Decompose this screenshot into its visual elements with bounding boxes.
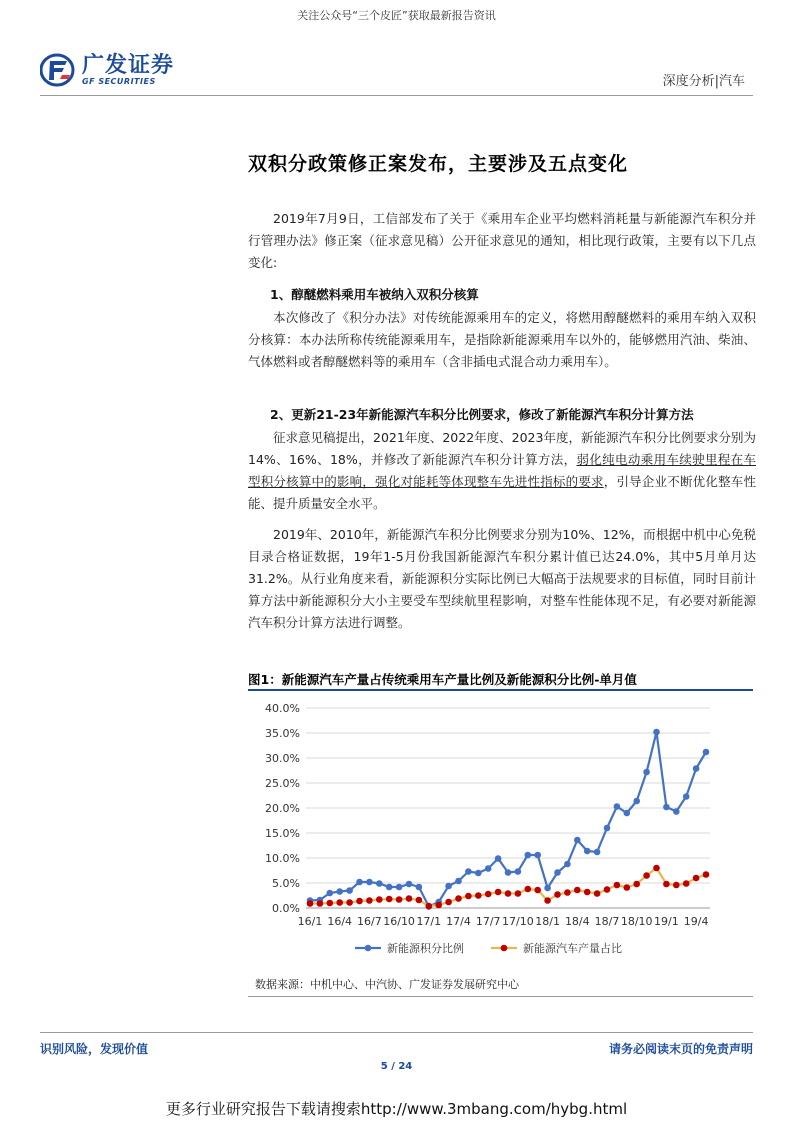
line-chart: [248, 696, 753, 971]
data-point: [525, 886, 532, 893]
data-point: [505, 890, 512, 897]
y-tick-label: 25.0%: [265, 777, 300, 790]
data-point: [346, 899, 353, 906]
x-tick-label: 18/4: [564, 915, 590, 928]
data-point: [544, 885, 551, 892]
figure-source: 数据来源：中机中心、中汽协、广发证券发展研究中心: [255, 978, 519, 991]
data-point: [594, 890, 601, 897]
data-point: [376, 880, 383, 887]
top-note: 关注公众号“三个皮匠”获取最新报告资讯: [297, 9, 496, 22]
section1-heading: 1、醇醚燃料乘用车被纳入双积分核算: [270, 287, 479, 302]
data-point: [564, 861, 571, 868]
data-point: [455, 878, 462, 885]
x-tick-label: 19/1: [654, 915, 679, 928]
chart-legend: [355, 941, 622, 955]
data-point: [683, 880, 690, 887]
y-axis-ticks: [265, 702, 300, 915]
section2-body-b: ，引导企业不断优化整车性能、提升质量安全水平。: [248, 474, 756, 511]
y-tick-label: 0.0%: [272, 902, 300, 915]
legend-label: 新能源积分比例: [387, 942, 464, 955]
section2-body-underlined: 弱化纯电动乘用车续驶里程在车型积分核算中的影响，强化对能耗等体现整车先进性指标的要求: [248, 452, 756, 489]
data-point: [624, 810, 631, 817]
legend-swatch-marker: [501, 945, 508, 952]
legend-label: 新能源汽车产量占比: [523, 942, 622, 955]
data-point: [376, 896, 383, 903]
data-point: [554, 869, 561, 876]
data-point: [663, 804, 670, 811]
data-point: [673, 808, 680, 815]
data-point: [574, 887, 581, 894]
data-point: [505, 869, 512, 876]
data-point: [435, 902, 442, 909]
data-point: [416, 897, 423, 904]
data-point: [445, 899, 452, 906]
data-point: [604, 886, 611, 893]
data-point: [475, 892, 482, 899]
footer-slogan: 识别风险，发现价值: [40, 1042, 149, 1056]
page-number: 5 / 24: [380, 1061, 413, 1072]
chart-grid: [306, 708, 710, 908]
data-point: [396, 884, 403, 891]
data-point: [564, 889, 571, 896]
data-point: [643, 872, 650, 879]
y-tick-label: 5.0%: [272, 877, 300, 890]
figure-title: 图1：新能源汽车产量占传统乘用车产量比例及新能源积分比例-单月值: [248, 672, 637, 687]
data-point: [445, 883, 452, 890]
logo-en: GF SECURITIES: [82, 76, 156, 86]
data-point: [693, 765, 700, 772]
data-point: [584, 889, 591, 896]
x-tick-label: 18/7: [594, 915, 620, 928]
data-point: [614, 882, 621, 889]
y-tick-label: 15.0%: [265, 827, 300, 840]
data-point: [485, 891, 492, 898]
data-point: [426, 903, 433, 910]
data-point: [495, 889, 502, 896]
figure-title-rule: [248, 689, 753, 691]
data-point: [455, 895, 462, 902]
x-tick-label: 17/1: [416, 915, 442, 928]
data-point: [356, 898, 363, 905]
data-point: [475, 870, 482, 877]
data-point: [327, 900, 334, 907]
data-point: [584, 848, 591, 855]
section2-body2: 2019年、2010年，新能源汽车积分比例要求分别为10%、12%，而根据中机中心免税目录合格证数据，19年1-5月份我国新能源汽车积分累计值已达24.0%，其中5月单月达31.2%。从行业角度来看，新能源积分实际比例已大幅高于法规要求的目标值，同时目前计算方法中新能源积分大小主要受车型续航里程影响，对整车性能体现不足，有必要对新能源汽车积分计算方法进行调整。: [248, 527, 756, 630]
x-tick-label: 17/7: [475, 915, 501, 928]
data-point: [495, 855, 502, 862]
data-point: [525, 852, 532, 859]
x-tick-label: 19/4: [683, 915, 709, 928]
data-point: [396, 896, 403, 903]
header-divider: [40, 95, 753, 96]
x-tick-label: 18/10: [620, 915, 653, 928]
logo-cn: 广发证券: [82, 52, 175, 78]
y-tick-label: 20.0%: [265, 802, 300, 815]
data-point: [386, 896, 393, 903]
data-point: [485, 865, 492, 872]
page-title: 双积分政策修正案发布，主要涉及五点变化: [248, 153, 629, 175]
data-point: [614, 803, 621, 810]
data-point: [574, 837, 581, 844]
data-point: [327, 890, 334, 897]
report-category: 深度分析|汽车: [662, 74, 745, 89]
data-point: [336, 888, 343, 895]
data-point: [406, 881, 413, 888]
x-tick-label: 16/4: [327, 915, 353, 928]
data-point: [653, 729, 660, 736]
data-point: [406, 895, 413, 902]
legend-swatch-marker: [365, 945, 372, 952]
data-point: [624, 884, 631, 891]
intro-paragraph: 2019年7月9日，工信部发布了关于《乘用车企业平均燃料消耗量与新能源汽车积分并行管理办法》修正案（征求意见稿）公开征求意见的通知，相比现行政策，主要有以下几点变化:: [248, 211, 756, 270]
bottom-download-note[interactable]: 更多行业研究报告下载请搜索http://www.3mbang.com/hybg.html: [165, 1100, 628, 1118]
data-point: [633, 881, 640, 888]
data-point: [317, 900, 324, 907]
company-logo: [40, 53, 174, 87]
data-point: [336, 899, 343, 906]
section2-heading: 2、更新21-23年新能源汽车积分比例要求，修改了新能源汽车积分计算方法: [270, 407, 694, 422]
data-point: [703, 871, 710, 878]
data-point: [386, 884, 393, 891]
x-tick-label: 16/7: [357, 915, 382, 928]
data-point: [604, 825, 611, 832]
data-point: [703, 749, 710, 756]
data-point: [366, 897, 373, 904]
legend-item: [355, 941, 464, 955]
section2-body-a: 征求意见稿提出，2021年度、2022年度、2023年度，新能源汽车积分比例要求分别为14%、16%、18%，并修改了新能源汽车积分计算方法，: [248, 430, 756, 467]
section1-body: 本次修改了《积分办法》对传统能源乘用车的定义，将燃用醇醚燃料的乘用车纳入双积分核算：本办法所称传统能源乘用车，是指除新能源乘用车以外的，能够燃用汽油、柴油、气体燃料或者醇醚燃料等的乘用车（含非插电式混合动力乘用车）。: [248, 310, 756, 369]
data-point: [534, 852, 541, 859]
y-tick-label: 10.0%: [265, 852, 300, 865]
data-point: [673, 882, 680, 889]
x-tick-label: 17/10: [502, 915, 534, 928]
data-point: [643, 769, 650, 776]
data-point: [683, 793, 690, 800]
data-point: [515, 890, 522, 897]
data-point: [366, 879, 373, 886]
footer-disclaimer-link[interactable]: 请务必阅读末页的免责声明: [608, 1042, 753, 1056]
data-point: [544, 897, 551, 904]
data-point: [534, 887, 541, 894]
data-point: [554, 891, 561, 898]
x-tick-label: 16/10: [383, 915, 415, 928]
x-tick-label: 16/1: [297, 915, 323, 928]
data-point: [693, 875, 700, 882]
x-tick-label: 18/1: [535, 915, 560, 928]
y-tick-label: 30.0%: [265, 752, 300, 765]
data-point: [356, 879, 363, 886]
data-point: [594, 849, 601, 856]
data-point: [515, 868, 522, 875]
data-point: [307, 900, 314, 907]
footer-divider: [40, 1032, 753, 1033]
data-point: [346, 887, 353, 894]
data-point: [465, 893, 472, 900]
section2-body: [248, 427, 756, 515]
data-point: [416, 884, 423, 891]
x-axis-ticks: [298, 915, 709, 928]
x-tick-label: 17/4: [446, 915, 471, 928]
data-point: [653, 865, 660, 872]
y-tick-label: 35.0%: [265, 727, 300, 740]
data-point: [663, 881, 670, 888]
data-point: [465, 868, 472, 875]
figure-bottom-rule: [248, 996, 753, 997]
legend-item: [491, 941, 622, 955]
gf-logo-icon: [40, 53, 76, 87]
data-point: [633, 798, 640, 805]
y-tick-label: 40.0%: [265, 702, 300, 715]
